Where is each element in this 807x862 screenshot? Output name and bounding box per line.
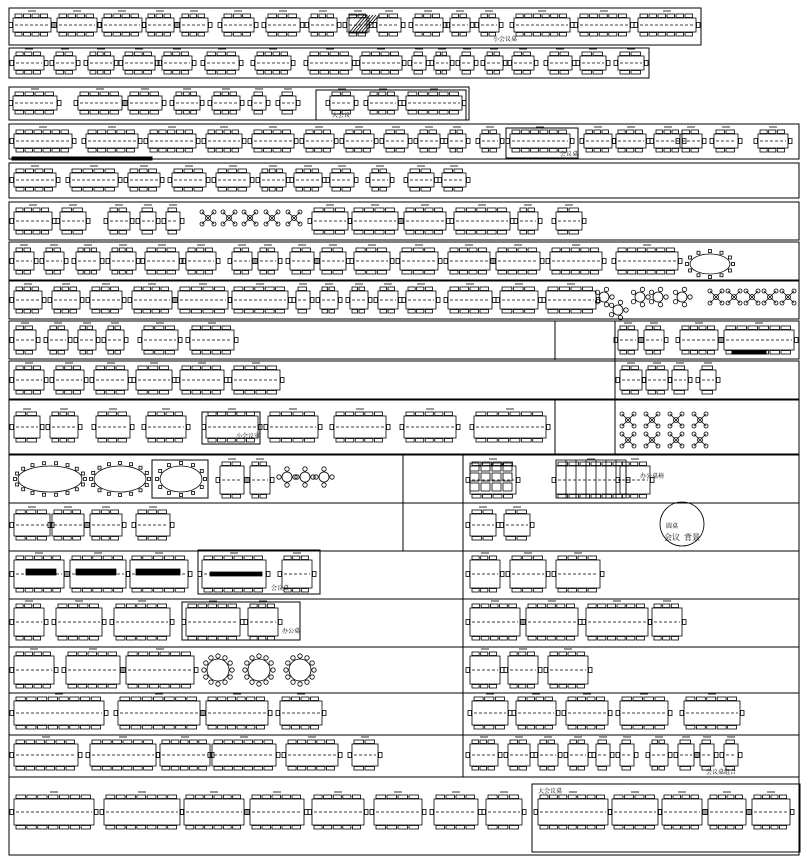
round-table-block [202,654,234,686]
label-round-b: 会议 [664,533,680,542]
meeting-table-block [552,205,586,234]
meeting-table-block [450,205,514,234]
meeting-table-block [10,792,98,829]
meeting-table-block [648,601,686,640]
meeting-table-block [468,694,512,729]
label-meeting-table: 会议桌 [560,151,579,158]
meeting-table-block [53,11,101,36]
meeting-table-block [180,792,248,829]
meeting-table-block [696,737,718,770]
meeting-table-block [290,166,326,191]
meeting-table-block [246,459,274,498]
meeting-table-block [62,649,124,688]
meeting-table-block [86,507,126,540]
meeting-table-block [704,792,750,829]
round-table-block [277,467,297,487]
meeting-table-block [264,409,322,442]
meeting-table-block [176,363,228,394]
meeting-table-block [348,205,402,234]
meeting-table-block [634,11,700,36]
meeting-table-block [48,284,84,313]
meeting-table-block [142,11,178,36]
meeting-table-block [10,601,48,640]
label-small-meeting-room: 小会议室 [236,433,261,440]
meeting-table-block [124,166,164,191]
meeting-table-block [400,205,450,234]
row-frame [9,321,799,359]
meeting-table-block [346,284,372,313]
oval-table-block [156,462,207,497]
meeting-table-block [244,601,282,640]
meeting-table-block [84,49,118,74]
meeting-table-block [754,127,792,152]
meeting-table-block [476,127,504,152]
meeting-table-block [430,49,454,74]
meeting-table-block [482,792,526,829]
meeting-table-block [366,166,394,191]
meeting-table-block [44,323,72,354]
meeting-table-block [10,245,38,274]
meeting-table-block [106,245,140,274]
meeting-table-block [356,49,406,74]
meeting-table-block [504,737,534,770]
label-desk: 办公桌 [282,628,301,635]
meeting-table-block [124,89,166,114]
meeting-table-block [430,792,482,829]
label-meeting-table-2: 会议桌 [271,585,290,592]
meeting-table-block [534,792,612,829]
meeting-table-block [182,245,220,274]
meeting-table-block [402,89,466,114]
meeting-table-block [86,737,160,770]
meeting-table-block [400,409,460,442]
round-table-block [284,654,316,686]
cross-chair-block [221,210,237,226]
meeting-table-block [176,11,212,36]
meeting-table-block [212,166,254,191]
cross-chair-block [692,412,708,428]
meeting-table-block [228,245,256,274]
meeting-table-block [10,127,76,152]
meeting-table-block [104,205,134,234]
meeting-table-block [506,553,550,592]
meeting-table-block [52,601,106,640]
meeting-table-block [66,166,122,191]
meeting-table-block [552,553,604,592]
label-big-meeting-table: 大会议桌 [538,788,563,795]
meeting-table-block [748,792,794,829]
round-table-block [673,287,692,307]
meeting-table-block [574,11,634,36]
meeting-table-block [510,11,574,36]
meeting-table-block [562,694,612,729]
meeting-table-block [182,601,244,640]
row-frame [9,503,799,551]
meeting-table-block [350,245,394,274]
meeting-table-block [316,284,342,313]
meeting-table-block [492,245,544,274]
meeting-table-block [438,166,470,191]
meeting-table-block [286,245,318,274]
meeting-table-block [50,49,80,74]
meeting-table-block [612,245,682,274]
meeting-table-block [668,363,692,394]
meeting-table-block [132,507,174,540]
meeting-table-block [330,409,390,442]
meeting-table-block [170,89,204,114]
meeting-table-block [316,245,350,274]
round-table-block [649,287,668,307]
meeting-table-block [544,649,592,688]
meeting-table-block [466,553,504,592]
meeting-table-block [305,11,341,36]
meeting-table-block [10,737,82,770]
cross-chair-block [644,412,660,428]
meeting-table-block [481,49,507,74]
row-frames [9,8,800,855]
cross-chair-block [264,210,280,226]
meeting-table-block [132,363,176,394]
meeting-table-block [456,49,478,74]
meeting-table-block [9,89,61,114]
meeting-table-block [246,792,308,829]
meeting-table-block [414,127,444,152]
meeting-table-block [248,89,270,114]
meeting-table-block [82,127,142,152]
meeting-table-block [676,127,706,152]
meeting-table-block [10,694,108,729]
meeting-table-block [300,127,338,152]
meeting-table-block [552,459,630,498]
meeting-table-block [174,284,232,313]
meeting-table-block [616,363,646,394]
meeting-table-block [544,49,576,74]
meeting-table-block [512,694,560,729]
meeting-table-block [614,49,648,74]
meeting-table-block [546,245,606,274]
meeting-table-block [466,507,500,540]
meeting-table-block [326,89,358,114]
meeting-table-block [216,459,248,498]
meeting-table-block [308,205,352,234]
meeting-table-block [444,245,494,274]
meeting-table-block [10,49,48,74]
meeting-table-block [74,89,126,114]
meeting-table-block [364,89,402,114]
cross-chair-block [780,289,796,305]
meeting-table-block [92,409,134,442]
meeting-table-block [10,323,40,354]
meeting-table-block [119,49,159,74]
meeting-table-block [614,323,642,354]
meeting-table-block [50,363,88,394]
meeting-table-block [308,792,368,829]
cross-chair-block [692,432,708,448]
meeting-table-block [534,737,562,770]
meeting-table-block [144,127,200,152]
round-table-block [295,467,315,487]
heavy-bar [12,157,152,160]
row-frame [9,281,799,319]
meeting-table-block [542,284,600,313]
cross-chair-block [620,412,636,428]
hatched-accents [26,15,379,576]
cross-chair-block [644,432,660,448]
meeting-table-block [100,792,184,829]
round-table-block [314,467,334,487]
meeting-table-block [616,737,638,770]
meeting-table-block [582,601,652,640]
meeting-table-block [251,49,295,74]
round-table-block [595,287,614,307]
meeting-table-block [86,284,126,313]
meeting-table-block [186,323,238,354]
meeting-table-block [674,737,698,770]
meeting-table-block [142,409,190,442]
meeting-table-block [402,284,440,313]
meeting-table-block [276,89,300,114]
cross-chair-block [726,289,742,305]
meeting-table-block [404,166,438,191]
meeting-table-block [110,601,174,640]
meeting-table-block [612,127,650,152]
oval-table-block [14,462,87,497]
meeting-table-block [720,737,742,770]
meeting-table-block [564,737,592,770]
meeting-table-block [128,284,176,313]
meeting-table-block [10,507,54,540]
meeting-table-block [444,284,496,313]
meeting-table-block [56,205,90,234]
meeting-table-block [114,694,204,729]
cross-chair-block [744,289,760,305]
meeting-table-block [396,245,442,274]
meeting-table-block [136,205,160,234]
meeting-table-block [138,323,182,354]
meeting-table-block [10,649,58,688]
label-round-a: 圆桌 [666,523,679,530]
meeting-table-block [40,245,68,274]
meeting-table-block [340,127,378,152]
meeting-table-block [10,409,44,442]
meeting-table-block [98,11,146,36]
meeting-table-block [370,792,426,829]
row-frame [9,455,799,503]
meeting-table-block [10,284,46,313]
meeting-table-block [228,284,292,313]
meeting-table-block [475,11,503,36]
row-frame [9,8,701,45]
meeting-table-block [46,409,82,442]
meeting-table-block [201,49,243,74]
meeting-table-block [608,792,662,829]
meeting-table-block [276,694,326,729]
meeting-table-block [208,89,244,114]
meeting-table-block [466,649,504,688]
meeting-table-block [409,11,447,36]
cross-chair-block [668,412,684,428]
furniture-blocks [9,11,798,829]
meeting-table-block [158,49,196,74]
cross-chair-block [668,432,684,448]
meeting-table-block [141,245,183,274]
meeting-table-block [168,166,210,191]
meeting-table-block [326,166,358,191]
meeting-table-block [72,245,104,274]
meeting-table-block [292,284,314,313]
oval-table-block [686,250,735,279]
label-round-c: 背景 [684,533,700,542]
meeting-table-block [380,127,412,152]
meeting-table-block [262,11,304,36]
meeting-table-block [248,127,298,152]
meeting-table-block [102,323,128,354]
meeting-table-block [496,284,542,313]
meeting-table-block [282,737,342,770]
meeting-table-block [470,409,550,442]
meeting-table-block [74,323,100,354]
meeting-table-block [696,363,720,394]
meeting-table-block [658,792,706,829]
meeting-table-block [408,49,430,74]
meeting-table-block [522,601,582,640]
label-table-combo: 会议桌组合 [706,769,737,776]
meeting-table-block [90,363,132,394]
meeting-table-block [348,737,382,770]
row-frame [9,777,799,855]
meeting-table-block [616,694,672,729]
meeting-table-block [580,127,616,152]
meeting-table-block [720,323,798,354]
meeting-table-block [304,49,356,74]
meeting-table-block [466,601,524,640]
meeting-table-block [592,737,614,770]
meeting-table-block [466,737,502,770]
meeting-table-block [208,737,280,770]
cross-chair-block [708,289,724,305]
meeting-table-block [202,694,272,729]
meeting-table-block [228,363,284,394]
meeting-table-block [444,127,470,152]
meeting-table-block [10,166,60,191]
meeting-table-block [504,649,542,688]
label-small-meeting-table: 小会议桌 [493,36,518,43]
cross-chair-block [200,210,216,226]
meeting-table-block [676,323,722,354]
row-frame [9,735,799,777]
meeting-table-block [506,127,574,152]
meeting-table-block [500,507,534,540]
meeting-table-block [10,205,56,234]
label-large-meeting: 大会议 [332,112,351,119]
meeting-table-block [446,11,474,36]
oval-table-block [90,462,151,497]
group-frame [532,784,800,852]
round-table-block [609,300,628,320]
meeting-table-block [162,205,184,234]
meeting-table-block [374,284,402,313]
meeting-table-block [642,363,672,394]
row-frame [9,551,799,599]
cross-chair-block [620,432,636,448]
meeting-table-block [710,127,742,152]
label-office-set: 办公桌椅 [640,473,665,480]
cross-chair-block [286,210,302,226]
meeting-table-block [576,49,610,74]
meeting-table-block [218,11,258,36]
cross-chair-block [762,289,778,305]
row-frame [9,124,799,159]
round-table-block [243,654,275,686]
meeting-table-block [254,245,282,274]
meeting-table-block [646,737,672,770]
meeting-table-block [122,649,198,688]
meeting-table-block [256,166,290,191]
row-frame [9,647,799,693]
meeting-table-block [508,49,538,74]
meeting-table-block [680,694,744,729]
meeting-table-block [202,127,246,152]
cross-chair-block [242,210,258,226]
meeting-table-block [373,11,405,36]
meeting-table-block [9,11,55,36]
meeting-table-block [10,363,48,394]
round-table-block [631,287,650,307]
meeting-table-block [640,323,668,354]
meeting-table-block [156,737,214,770]
meeting-table-block [514,205,542,234]
